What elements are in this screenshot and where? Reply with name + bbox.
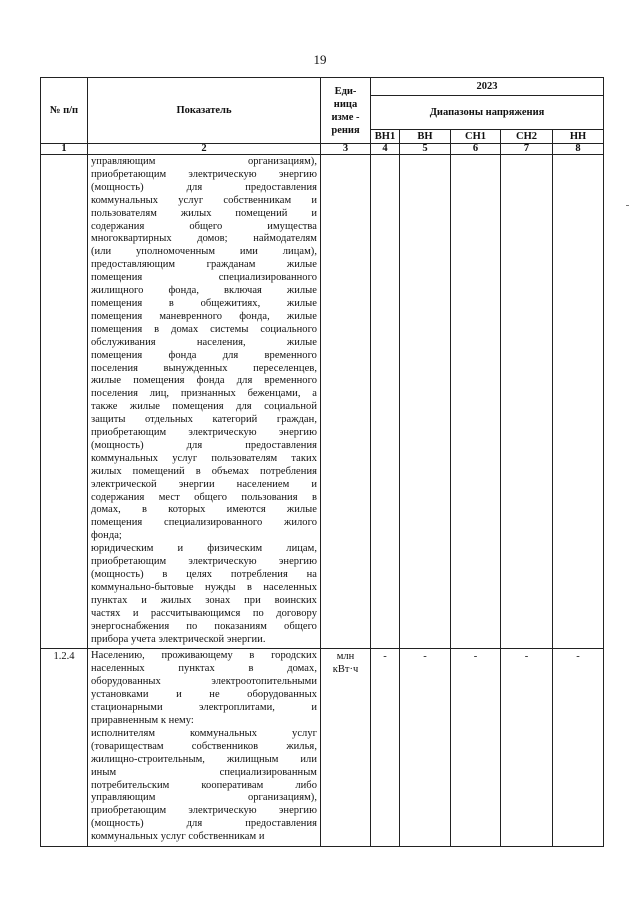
text-line: приобретающим электрическую энергию — [91, 168, 317, 180]
text-line: (товариществам собственников жилья, — [91, 740, 317, 752]
text-line: управляющим организациям), — [91, 792, 317, 804]
header-vn: ВН — [400, 130, 451, 144]
indicator-paragraph — [91, 156, 317, 543]
index-cell: 7 — [501, 144, 553, 155]
unit-cell — [321, 649, 371, 847]
value-cell-vn1: - — [371, 649, 400, 847]
tariff-table — [40, 77, 604, 847]
text-line: жилищного фонда, включая жилые — [91, 285, 317, 297]
text-line: коммунальных услуг собственникам и — [91, 831, 265, 843]
unit-line: Еди- — [334, 85, 357, 97]
index-cell: 8 — [553, 144, 604, 155]
text-line: помещения в домах системы социального — [91, 323, 317, 335]
text-line: (или уполномоченным ими лицам), — [91, 246, 317, 258]
value-cell-vn: - — [400, 649, 451, 847]
header-sn1: СН1 — [451, 130, 501, 144]
indicator-text — [88, 155, 321, 649]
header-sn2: СН2 — [501, 130, 553, 144]
unit-line: рения — [331, 124, 360, 136]
index-cell: 3 — [321, 144, 371, 155]
value-cell — [451, 155, 501, 649]
page-number: 19 — [313, 52, 327, 67]
unit-line: млн — [336, 651, 355, 663]
text-line: коммунальных услуг собственникам и — [91, 194, 317, 206]
index-cell: 1 — [41, 144, 88, 155]
text-line: частях и рассчитывающимся по договору — [91, 607, 317, 619]
header-num: № п/п — [41, 78, 88, 144]
text-line: содержания общего имущества — [91, 220, 317, 232]
text-line: населенных пунктах в домах, — [91, 663, 317, 675]
unit-line: кВт·ч — [332, 664, 359, 676]
text-line: помещения специализированного жилого — [91, 517, 317, 529]
value-cell-sn1: - — [451, 649, 501, 847]
index-cell: 5 — [400, 144, 451, 155]
index-cell: 4 — [371, 144, 400, 155]
value-cell — [553, 155, 604, 649]
text-line: приобретающим электрическую энергию — [91, 556, 317, 568]
text-line: оборудованных электроотопительными — [91, 676, 317, 688]
index-cell: 6 — [451, 144, 501, 155]
text-line: пользователям жилых помещений и — [91, 207, 317, 219]
unit-line: ница — [333, 98, 358, 110]
text-line: потребительским кооперативам либо — [91, 779, 317, 791]
text-line: поселения вынужденных переселенцев, — [91, 362, 317, 374]
text-line: электрической энергии населением и — [91, 478, 317, 490]
text-line: (мощность) для предоставления — [91, 181, 317, 193]
text-line: приобретающим электрическую энергию — [91, 427, 317, 439]
text-line: (мощность) для предоставления — [91, 439, 317, 451]
text-line: жилые помещения фонда для временного — [91, 375, 317, 387]
value-cell — [400, 155, 451, 649]
text-line: помещения в общежитиях, жилые — [91, 297, 317, 309]
indicator-text — [88, 649, 321, 847]
text-line: помещения маневренного фонда, жилые — [91, 310, 317, 322]
text-line: помещения фонда для временного — [91, 349, 317, 361]
text-line: (мощность) для предоставления — [91, 818, 317, 830]
indicator-paragraph — [91, 650, 317, 727]
text-line: предоставляющим гражданам жилые — [91, 259, 317, 271]
text-line: прибора учета электрической энергии. — [91, 633, 266, 645]
text-line: пунктах и жилых зонах при воинских — [91, 594, 317, 606]
text-line: домах, в которых имеются жилые — [91, 504, 317, 516]
text-line: жилых помещений в объемах потребления — [91, 465, 317, 477]
table-row — [41, 155, 604, 649]
indicator-paragraph — [91, 543, 317, 646]
text-line: обслуживания населения, жилые — [91, 336, 317, 348]
indicator-paragraph — [91, 728, 317, 844]
table-row — [41, 649, 604, 847]
value-cell-sn2: - — [501, 649, 553, 847]
header-vn1: ВН1 — [371, 130, 400, 144]
header-unit — [321, 78, 371, 144]
text-line: поселения лиц, признанных беженцами, а — [91, 388, 317, 400]
header-year: 2023 — [371, 78, 604, 96]
value-cell-nn: - — [553, 649, 604, 847]
index-cell: 2 — [88, 144, 321, 155]
unit-cell — [321, 155, 371, 649]
row-number: 1.2.4 — [41, 649, 88, 847]
text-line: приобретающим электрическую энергию — [91, 805, 317, 817]
value-cell — [501, 155, 553, 649]
margin-mark — [626, 205, 629, 206]
header-voltage-ranges: Диапазоны напряжения — [371, 96, 604, 130]
text-line: многоквартирных домов; наймодателям — [91, 233, 317, 245]
text-line: энергоснабжения по показаниям общего — [91, 620, 317, 632]
text-line: жилищно-строительным, жилищным или — [91, 753, 317, 765]
text-line: содержания мест общего пользования в — [91, 491, 317, 503]
unit-line: изме - — [331, 111, 360, 123]
text-line: юридическим и физическим лицам, — [91, 543, 317, 555]
text-line: коммунальных услуг пользователям таких — [91, 452, 317, 464]
text-line: коммунально-бытовые нужды в населенных — [91, 581, 317, 593]
text-line: стационарными электроплитами, и — [91, 702, 317, 714]
value-cell — [371, 155, 400, 649]
row-number — [41, 155, 88, 649]
text-line: также жилые помещения для социальной — [91, 401, 317, 413]
text-line: иным специализированным — [91, 766, 317, 778]
header-nn: НН — [553, 130, 604, 144]
text-line: управляющим организациям), — [91, 156, 317, 167]
text-line: помещения специализированного — [91, 272, 317, 284]
text-line: установками и не оборудованных — [91, 689, 317, 701]
text-line: (мощность) в целях потребления на — [91, 569, 317, 580]
header-indicator: Показатель — [88, 78, 321, 144]
text-line: Населению, проживающему в городских — [91, 650, 317, 662]
text-line: приравненным к нему: — [91, 714, 194, 726]
text-line: защиты отдельных категорий граждан, — [91, 414, 317, 426]
text-line: исполнителям коммунальных услуг — [91, 727, 317, 739]
text-line: фонда; — [91, 530, 122, 542]
